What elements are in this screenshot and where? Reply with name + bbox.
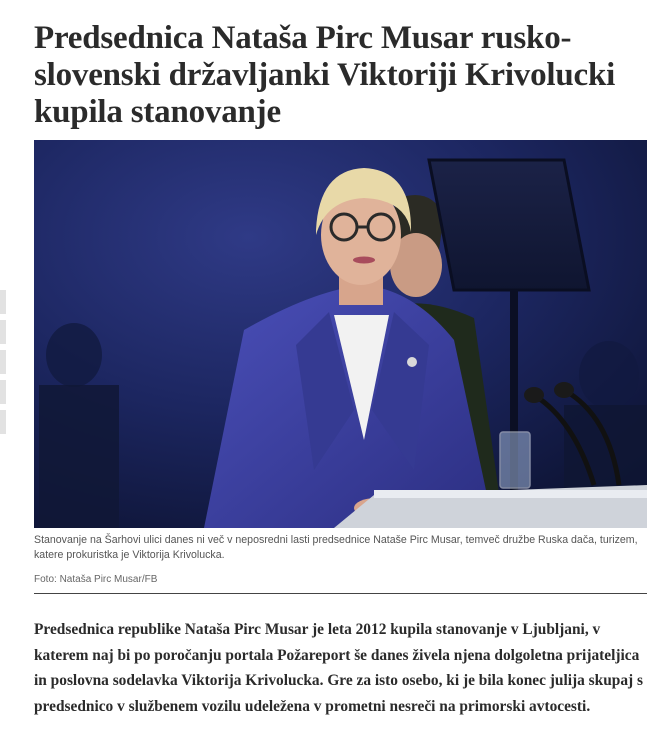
side-tab[interactable] bbox=[0, 320, 6, 344]
photo-caption: Stanovanje na Šarhovi ulici danes ni več v neposredni lasti predsednice Nataše Pirc Musar, temveč družbe Ruska dača, turizem, katere prokuristka je Viktorija Krivolucka. bbox=[34, 534, 638, 562]
photo-credit: Foto: Nataša Pirc Musar/FB bbox=[34, 574, 158, 585]
side-tab[interactable] bbox=[0, 350, 6, 374]
side-tab[interactable] bbox=[0, 380, 6, 404]
divider bbox=[34, 593, 647, 594]
article-lead: Predsednica republike Nataša Pirc Musar je leta 2012 kupila stanovanje v Ljubljani, v katerem naj bi po poročanju portala Požareport še danes živela njena dolgoletna prijateljica in poslovna sodelavka Viktorija Krivolucka. Gre za isto osebo, ki je bila konec julija skupaj s predsednico v službenem vozilu udeležena v prometni nesreči na primorski avtocesti. bbox=[34, 621, 643, 715]
article-photo bbox=[34, 140, 647, 528]
article-headline: Predsednica Nataša Pirc Musar rusko-slovenski državljanki Viktoriji Krivolucki kupila stanovanje bbox=[34, 20, 616, 130]
side-tab[interactable] bbox=[0, 290, 6, 314]
side-tab[interactable] bbox=[0, 410, 6, 434]
